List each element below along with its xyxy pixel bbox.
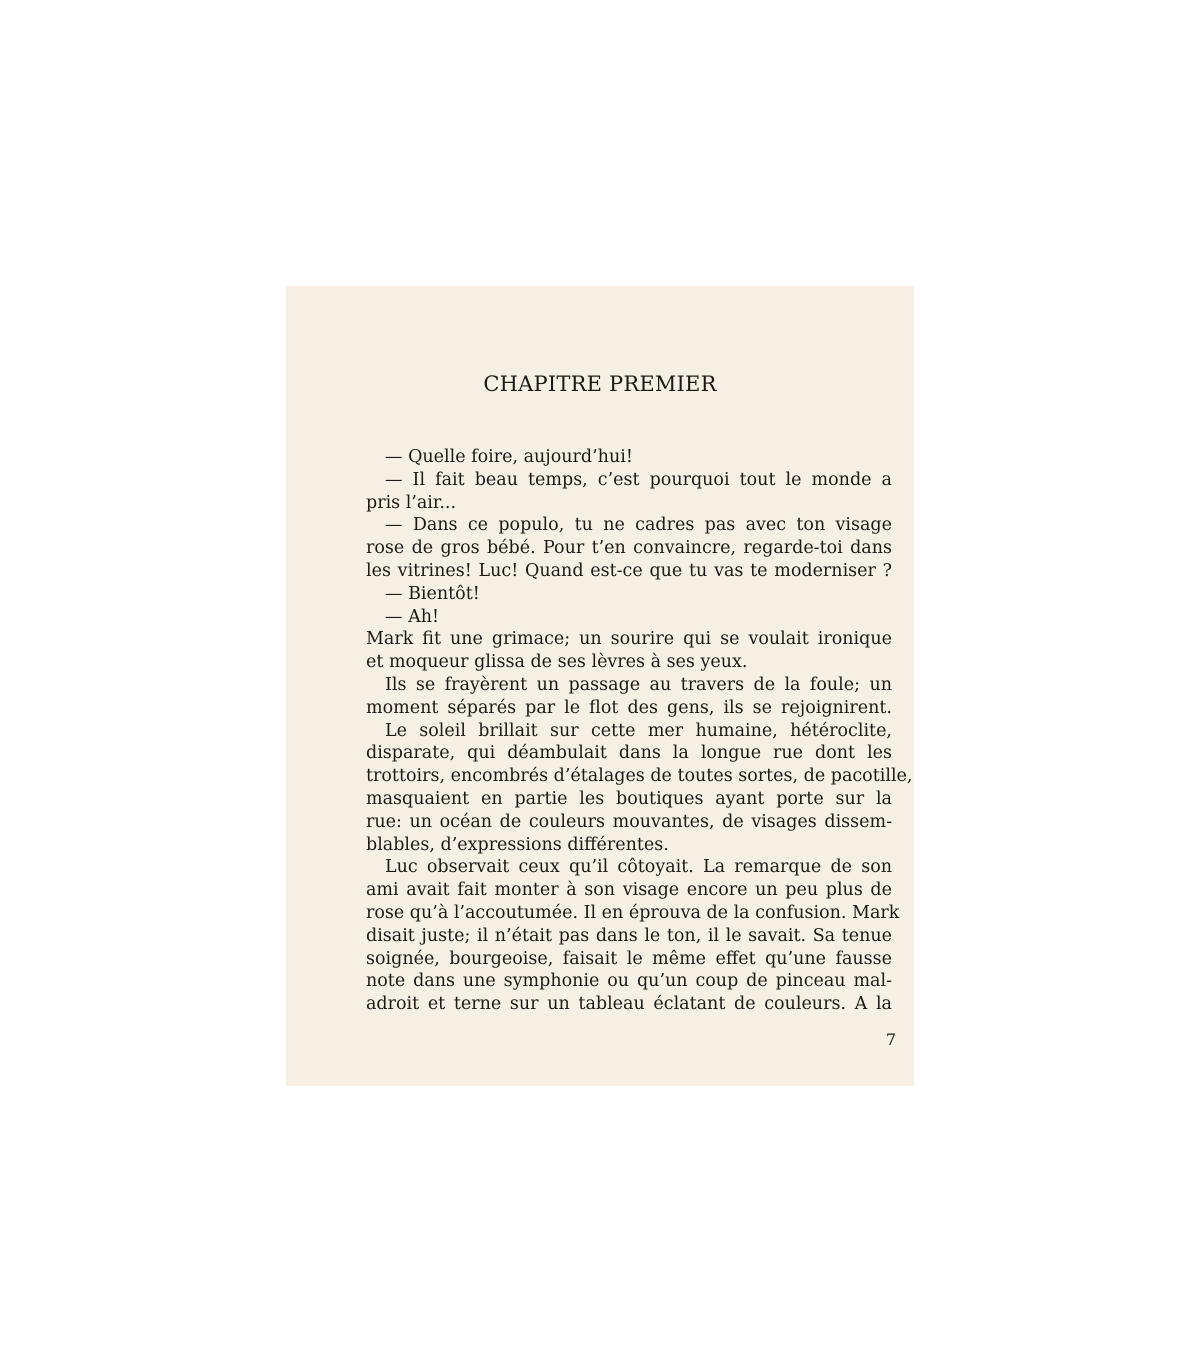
page-number: 7 [885,1030,896,1049]
text-line: rose de gros bébé. Pour t’en convaincre, regarde-toi dans [366,538,892,559]
text-line: — Quelle foire, aujourd’hui! [385,447,633,467]
text-line: — Il fait beau temps, c’est pourquoi tout le monde a [385,469,892,490]
text-line: Ils se frayèrent un passage au travers de la foule; un [385,674,892,695]
text-line: Luc observait ceux qu’il côtoyait. La remarque de son [385,857,892,878]
text-line: — Bientôt! [385,583,480,604]
text-line: blables, d’expressions différentes. [366,834,669,855]
text-line: pris l’air... [366,492,457,513]
chapter-title: CHAPITRE PREMIER [483,372,717,396]
text-line: rose qu’à l’accoutumée. Il en éprouva de la confusion. Mark [366,902,900,923]
text-line: trottoirs, encombrés d’étalages de toutes sortes, de pacotille, [366,766,913,787]
text-line: note dans une symphonie ou qu’un coup de pinceau mal- [366,971,892,992]
text-line: Le soleil brillait sur cette mer humaine, hétéroclite, [385,720,892,741]
text-line: disait juste; il n’était pas dans le ton, il le savait. Sa tenue [366,925,892,946]
text-line: les vitrines! Luc! Quand est-ce que tu vas te moderniser ? [366,560,892,581]
text-line: disparate, qui déambulait dans la longue rue dont les [366,743,892,764]
text-line: ami avait fait monter à son visage encore un peu plus de [366,880,892,901]
text-line: masquaient en partie les boutiques ayant porte sur la [366,788,892,809]
text-line: rue: un océan de couleurs mouvantes, de visages dissem- [366,811,892,832]
body-text [366,446,913,1016]
text-line: soignée, bourgeoise, faisait le même effet qu’une fausse [366,948,892,969]
text-line: adroit et terne sur un tableau éclatant de couleurs. A la [366,994,892,1015]
text-line: — Ah! [385,606,440,627]
text-line: et moqueur glissa de ses lèvres à ses yeux. [366,652,748,673]
text-line: moment séparés par le flot des gens, ils se rejoignirent. [366,697,892,718]
book-page [286,286,914,1086]
text-line: Mark fit une grimace; un sourire qui se voulait ironique [366,629,892,650]
text-line: — Dans ce populo, tu ne cadres pas avec ton visage [385,515,892,536]
